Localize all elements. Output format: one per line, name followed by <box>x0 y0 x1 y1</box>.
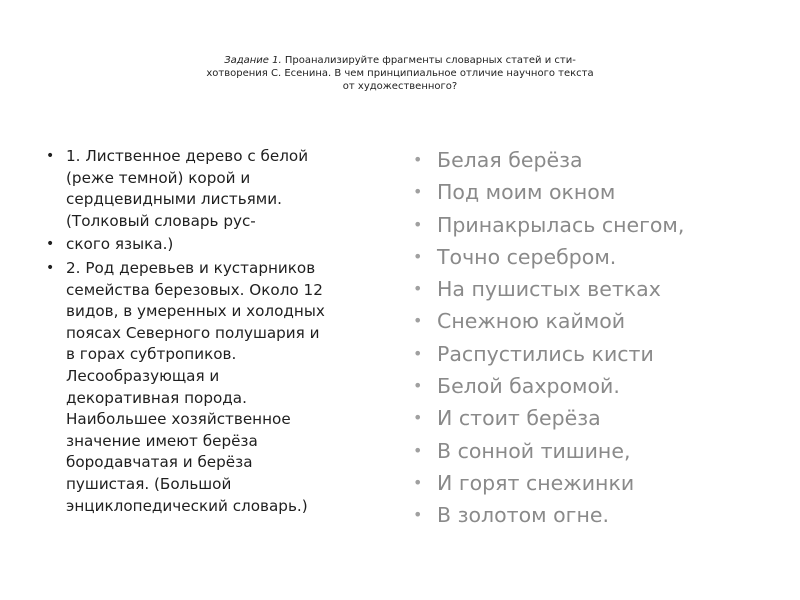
poem-line <box>412 241 782 273</box>
poem-line <box>412 144 782 176</box>
bullet-dot-icon: • <box>413 472 423 492</box>
poem-line <box>412 402 782 434</box>
bullet-dot-icon: • <box>413 505 423 525</box>
poem-column <box>412 144 782 532</box>
poem-line-text: Белой бахромой. <box>437 374 620 399</box>
poem-line <box>412 176 782 208</box>
poem-lines-list <box>412 144 782 532</box>
bullet-dot-icon: • <box>413 150 423 169</box>
task-heading <box>170 54 630 93</box>
poem-line-text: В золотом огне. <box>437 503 609 528</box>
poem-line-text: И горят снежинки <box>437 470 635 495</box>
poem-line-text: И стоит берёза <box>437 406 601 431</box>
bullet-dot-icon: • <box>46 259 55 276</box>
dictionary-entries-column <box>44 146 394 519</box>
dictionary-entry-text: 2. Род деревьев и кустарников семейства березовых. Около 12 видов, в умеренных и холодных поясах Северного полушария и в горах субтропиков. Лесообразующая и декоративная порода. Наибольшее хозяйственное значение имеют берёза бородавчатая и берёза пушистая. (Большой энциклопедический словарь.) <box>66 258 325 515</box>
bullet-dot-icon: • <box>46 236 55 253</box>
bullet-dot-icon: • <box>413 182 423 202</box>
poem-line <box>412 209 782 241</box>
poem-line-text: На пушистых ветках <box>437 277 661 302</box>
dictionary-entries-list <box>44 146 394 517</box>
poem-line <box>412 370 782 402</box>
dictionary-entry <box>44 234 394 256</box>
poem-line <box>412 338 782 370</box>
task-heading-line-2: хотворения С. Есенина. В чем принципиальное отличие научного текста <box>206 68 594 79</box>
poem-line-text: Снежною каймой <box>437 309 626 334</box>
poem-line-text: Белая берёза <box>437 148 583 172</box>
poem-line <box>412 499 782 531</box>
bullet-dot-icon: • <box>413 214 423 234</box>
bullet-dot-icon: • <box>413 376 423 396</box>
task-heading-line-1-text: Проанализируйте фрагменты словарных статей и сти- <box>281 55 576 66</box>
task-heading-line-1 <box>170 54 630 67</box>
poem-line <box>412 435 782 467</box>
bullet-dot-icon: • <box>413 279 423 299</box>
bullet-dot-icon: • <box>413 440 423 460</box>
bullet-dot-icon: • <box>46 148 55 164</box>
poem-line <box>412 467 782 499</box>
poem-line <box>412 305 782 337</box>
task-heading-line-3: от художественного? <box>342 81 458 92</box>
dictionary-entry <box>44 146 394 232</box>
poem-line <box>412 273 782 305</box>
bullet-dot-icon: • <box>413 408 423 428</box>
poem-line-text: В сонной тишине, <box>437 438 631 463</box>
bullet-dot-icon: • <box>413 343 423 363</box>
bullet-dot-icon: • <box>413 311 423 331</box>
poem-line-text: Точно серебром. <box>437 244 617 269</box>
poem-line-text: Принакрылась снегом, <box>437 212 685 237</box>
task-label: Задание 1. <box>224 55 282 66</box>
dictionary-entry <box>44 258 394 517</box>
poem-line-text: Под моим окном <box>437 180 616 205</box>
dictionary-entry-text: ского языка.) <box>66 235 174 254</box>
bullet-dot-icon: • <box>413 246 423 266</box>
dictionary-entry-text: 1. Лиственное дерево с белой (реже темной) корой и сердцевидными листьями. (Толковый словарь рус- <box>66 147 309 230</box>
poem-line-text: Распустились кисти <box>437 341 654 366</box>
